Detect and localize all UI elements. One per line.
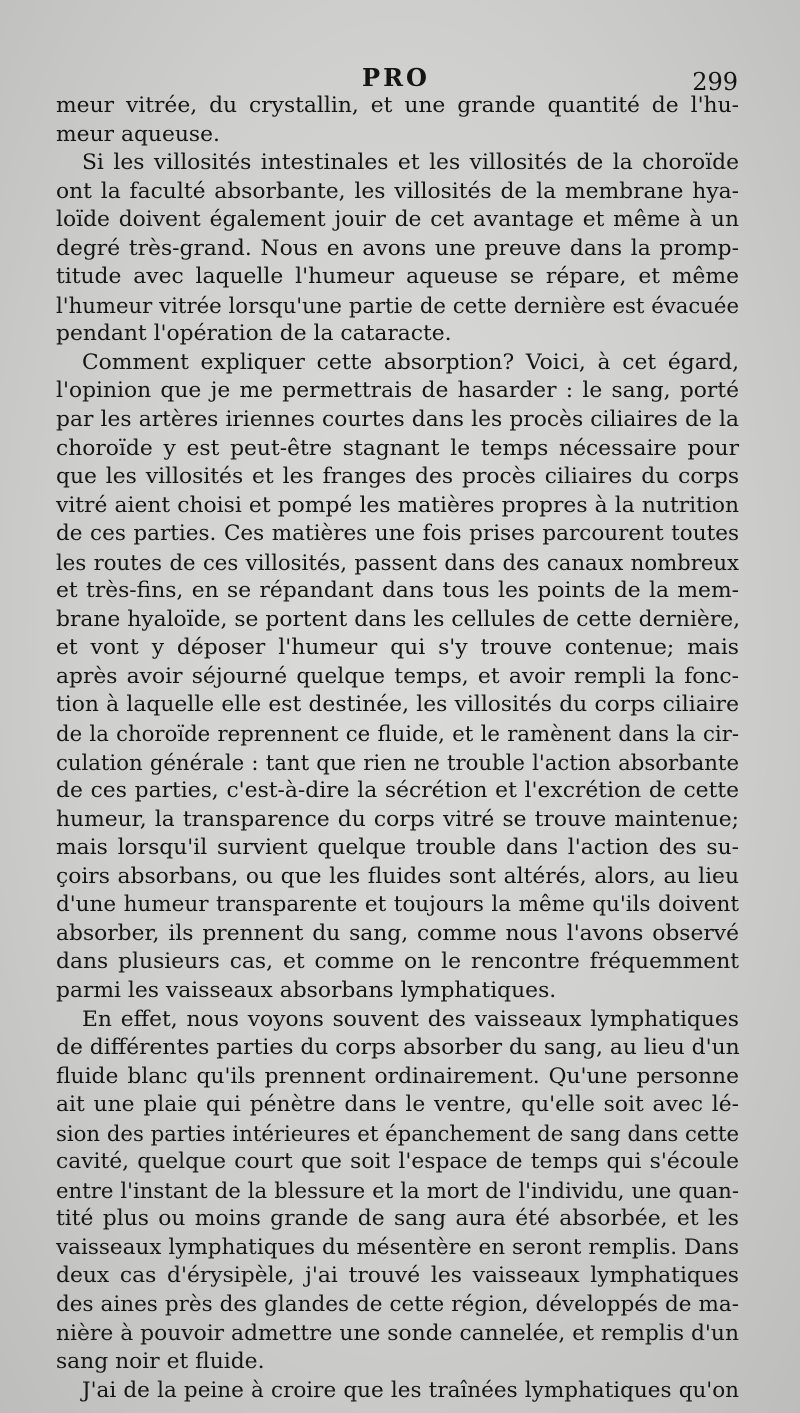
text-line: dans plusieurs cas, et comme on le rencontre fréquemment — [56, 949, 739, 975]
text-line: de la choroïde reprennent ce fluide, et le ramènent dans la cir- — [56, 721, 739, 747]
text-line: loïde doivent également jouir de cet avantage et même à un — [56, 207, 739, 233]
text-line: fluide blanc qu'ils prennent ordinairement. Qu'une personne — [56, 1063, 739, 1089]
text-line: absorber, ils prennent du sang, comme nous l'avons observé — [56, 920, 739, 946]
text-line: tité plus ou moins grande de sang aura été absorbée, et les — [56, 1206, 739, 1232]
text-line: que les villosités et les franges des procès ciliaires du corps — [56, 464, 739, 490]
text-line: et vont y déposer l'humeur qui s'y trouve contenue; mais — [56, 635, 739, 661]
paragraph — [56, 349, 739, 1006]
text-line: cavité, quelque court que soit l'espace de temps qui s'écoule — [56, 1149, 739, 1175]
text-line: humeur, la transparence du corps vitré se trouve maintenue; — [56, 806, 739, 832]
text-line: pendant l'opération de la cataracte. — [56, 321, 452, 347]
text-line: mais lorsqu'il survient quelque trouble dans l'action des su- — [56, 835, 739, 861]
text-line: brane hyaloïde, se portent dans les cellules de cette dernière, — [56, 606, 741, 632]
text-line: par les artères iriennes courtes dans les procès ciliaires de la — [56, 407, 739, 433]
text-line: choroïde y est peut-être stagnant le temps nécessaire pour — [56, 435, 739, 461]
text-line: des aines près des glandes de cette région, développés de ma- — [56, 1291, 739, 1317]
text-line: sang noir et fluide. — [56, 1349, 265, 1375]
text-line: de ces parties. Ces matières une fois prises parcourent toutes — [56, 521, 739, 547]
running-head: PRO — [362, 63, 430, 92]
body-text — [56, 92, 739, 1405]
text-line: nière à pouvoir admettre une sonde cannelée, et remplis d'un — [56, 1320, 739, 1346]
paragraph — [56, 92, 739, 149]
text-line: tion à laquelle elle est destinée, les villosités du corps ciliaire — [56, 692, 739, 718]
paragraph — [56, 149, 739, 349]
text-line: degré très-grand. Nous en avons une preuve dans la promp- — [56, 235, 739, 261]
text-line: de différentes parties du corps absorber du sang, au lieu d'un — [56, 1035, 740, 1061]
text-line: meur aqueuse. — [56, 121, 220, 147]
text-line: culation générale : tant que rien ne trouble l'action absorbante — [56, 749, 739, 775]
text-line: l'opinion que je me permettrais de hasarder : le sang, porté — [56, 378, 739, 404]
text-line: l'humeur vitrée lorsqu'une partie de cette dernière est évacuée — [56, 292, 739, 318]
text-line: Comment expliquer cette absorption? Voici, à cet égard, — [82, 349, 739, 375]
text-line: Si les villosités intestinales et les villosités de la choroïde — [82, 150, 739, 176]
text-line: et très-fins, en se répandant dans tous les points de la mem- — [56, 578, 739, 604]
text-line: après avoir séjourné quelque temps, et avoir rempli la fonc- — [56, 663, 739, 689]
text-line: deux cas d'érysipèle, j'ai trouvé les vaisseaux lymphatiques — [56, 1263, 739, 1289]
text-line: vaisseaux lymphatiques du mésentère en seront remplis. Dans — [56, 1234, 739, 1260]
text-line: çoirs absorbans, ou que les fluides sont altérés, alors, au lieu — [56, 863, 739, 889]
text-line: J'ai de la peine à croire que les traînées lymphatiques qu'on — [82, 1377, 739, 1403]
text-line: ont la faculté absorbante, les villosités de la membrane hya- — [56, 178, 739, 204]
text-line: titude avec laquelle l'humeur aqueuse se répare, et même — [56, 264, 739, 290]
text-line: sion des parties intérieures et épanchement de sang dans cette — [56, 1120, 739, 1146]
text-line: vitré aient choisi et pompé les matières propres à la nutrition — [56, 492, 739, 518]
text-line: entre l'instant de la blessure et la mort de l'individu, une quan- — [56, 1177, 739, 1203]
page-header — [54, 62, 738, 96]
paragraph — [56, 1006, 739, 1377]
paragraph — [56, 1377, 739, 1406]
text-line: ait une plaie qui pénètre dans le ventre, qu'elle soit avec lé- — [56, 1092, 739, 1118]
text-line: de ces parties, c'est-à-dire la sécrétion et l'excrétion de cette — [56, 778, 739, 804]
page-number: 299 — [692, 68, 738, 96]
text-line: les routes de ces villosités, passent dans des canaux nombreux — [56, 549, 739, 575]
text-line: parmi les vaisseaux absorbans lymphatiques. — [56, 977, 557, 1003]
text-line: meur vitrée, du crystallin, et une grande quantité de l'hu- — [56, 93, 739, 118]
text-line: En effet, nous voyons souvent des vaisseaux lymphatiques — [82, 1006, 739, 1032]
text-line: d'une humeur transparente et toujours la même qu'ils doivent — [56, 892, 739, 918]
